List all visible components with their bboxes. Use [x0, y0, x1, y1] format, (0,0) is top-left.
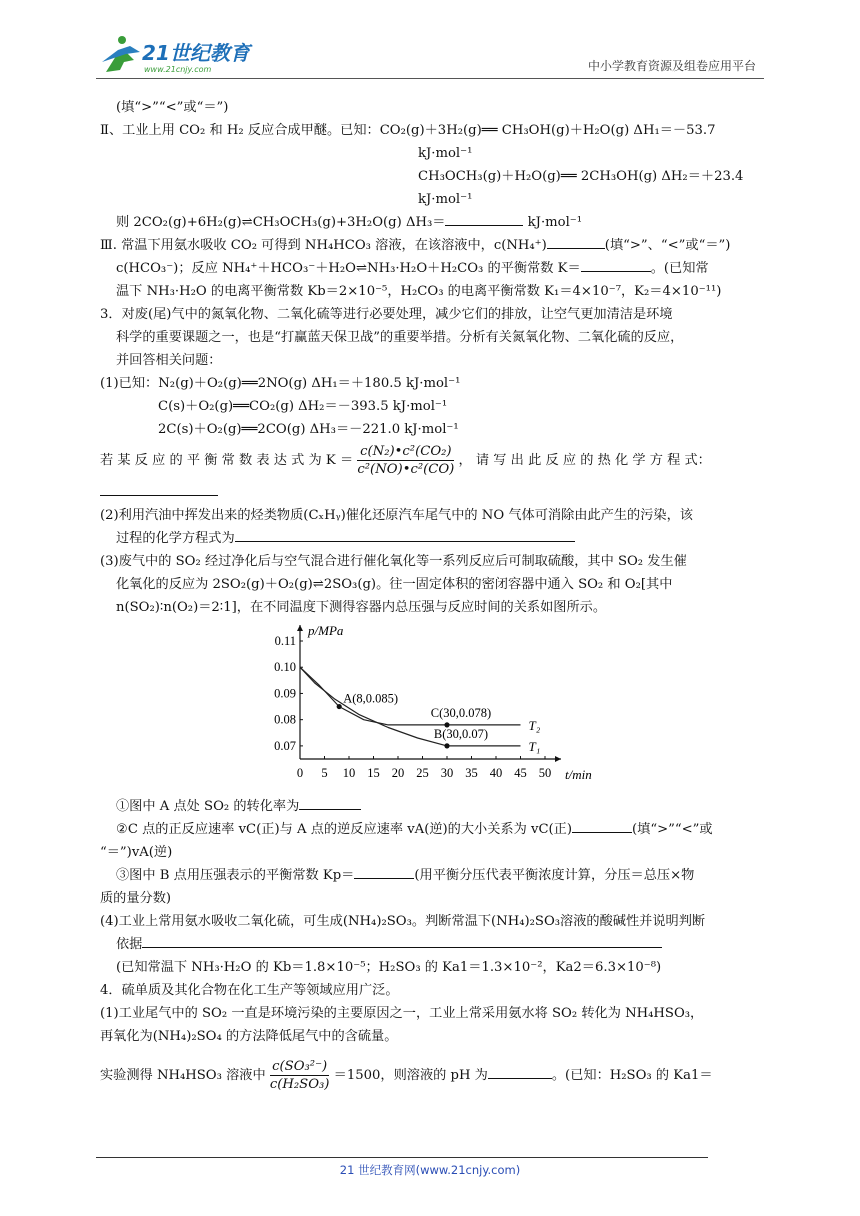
point-label: C(30,0.078) [430, 705, 492, 720]
answer-blank[interactable] [581, 257, 651, 272]
text-segment: 若 某 反 应 的 平 衡 常 数 表 达 式 为 K ＝ [100, 453, 354, 468]
series-label: T₂ [528, 717, 541, 733]
text-line [100, 864, 768, 887]
text-segment: ②C 点的正反应速率 vC(正)与 A 点的逆反应速率 vA(逆)的大小关系为 vC(正) [116, 822, 573, 837]
text-segment: kJ·mol⁻¹ [523, 215, 583, 230]
y-tick-label: 0.11 [274, 634, 296, 648]
y-axis-arrow [297, 625, 303, 631]
x-tick-label: 5 [321, 766, 328, 780]
text-line [100, 211, 768, 234]
platform-title: 中小学教育资源及组卷应用平台 [587, 59, 756, 73]
text-line [100, 818, 768, 841]
y-tick-label: 0.08 [274, 712, 296, 727]
text-segment: 则 2CO₂(g)+6H₂(g)⇌CH₃OCH₃(g)+3H₂O(g) ΔH₃＝ [116, 215, 446, 230]
text-line: 温下 NH₃·H₂O 的电离平衡常数 Kb＝2×10⁻⁵，H₂CO₃ 的电离平衡常数 K₁＝4×10⁻⁷，K₂＝4×10⁻¹¹) [116, 284, 722, 299]
data-point [444, 743, 449, 748]
text-line: CH₃OCH₃(g)＋H₂O(g)══ 2CH₃OH(g) ΔH₂＝＋23.4 [418, 169, 744, 184]
text-line: (4)工业上常用氨水吸收二氧化硫，可生成(NH₄)₂SO₃。判断常温下(NH₄)₂SO₃溶液的酸碱性并说明判断 [100, 914, 706, 929]
question-3: 3．对废(尾)气中的氮氧化物、二氧化硫等进行必要处理，减少它们的排放，让空气更加清洁是环境 [100, 307, 673, 322]
text-line: 2C(s)＋O₂(g)══2CO(g) ΔH₃＝－221.0 kJ·mol⁻¹ [158, 422, 459, 437]
fraction-denominator: c²(NO)•c²(CO) [357, 462, 455, 477]
text-segment: Ⅲ. 常温下用氨水吸收 CO₂ 可得到 NH₄HCO₃ 溶液，在该溶液中，c(NH₄⁺) [100, 238, 547, 253]
point-label: A(8,0.085) [343, 691, 399, 706]
site-logo [96, 32, 256, 76]
ratio-expression-line [100, 1054, 768, 1098]
x-axis-arrow [555, 756, 561, 762]
fraction-numerator: c(N₂)•c²(CO₂) [357, 443, 454, 461]
answer-blank[interactable] [445, 211, 523, 226]
answer-blank[interactable] [547, 234, 605, 249]
text-line: kJ·mol⁻¹ [418, 192, 473, 207]
y-tick-label: 0.07 [274, 738, 296, 753]
x-tick-label: 10 [342, 766, 356, 780]
answer-blank[interactable] [299, 795, 361, 810]
y-tick-label: 0.10 [274, 660, 296, 675]
text-segment: (用平衡分压代表平衡浓度计算，分压＝总压×物 [414, 868, 695, 883]
x-tick-label: 30 [440, 766, 454, 780]
text-line: (已知常温下 NH₃·H₂O 的 Kb＝1.8×10⁻⁵；H₂SO₃ 的 Ka1＝1.3×10⁻²，Ka2＝6.3×10⁻⁸) [116, 960, 662, 975]
text-line [100, 795, 768, 818]
text-segment: 实验测得 NH₄HSO₃ 溶液中 [100, 1068, 266, 1083]
text-segment: (填“>”、“<”或“＝”) [604, 238, 731, 253]
x-tick-label: 0 [296, 766, 304, 780]
equilibrium-expression-line [100, 441, 768, 481]
text-line [100, 234, 768, 257]
text-line: 化氧化的反应为 2SO₂(g)＋O₂(g)⇌2SO₃(g)。往一固定体积的密闭容器中通入 SO₂ 和 O₂[其中 [116, 577, 673, 592]
text-segment: ①图中 A 点处 SO₂ 的转化率为 [116, 799, 300, 814]
x-tick-label: 25 [416, 766, 429, 780]
text-segment: 依据 [116, 937, 143, 952]
x-axis-label: t/min [565, 767, 592, 782]
text-segment: ③图中 B 点用压强表示的平衡常数 Kp＝ [116, 868, 355, 883]
text-line: (1)已知：N₂(g)＋O₂(g)══2NO(g) ΔH₁＝＋180.5 kJ·mol⁻¹ [100, 376, 461, 391]
pressure-time-chart [100, 621, 768, 791]
logo-url: www.21cnjy.com [144, 65, 212, 74]
x-tick-label: 50 [538, 766, 552, 780]
text-line: 再氧化为(NH₄)₂SO₄ 的方法降低尾气中的含硫量。 [100, 1029, 398, 1044]
text-segment: 。(已知：H₂SO₃ 的 Ka1＝ [551, 1068, 713, 1083]
answer-blank[interactable] [572, 818, 632, 833]
text-line: (2)利用汽油中挥发出来的烃类物质(CₓHᵧ)催化还原汽车尾气中的 NO 气体可消除由此产生的污染，该 [100, 508, 693, 523]
text-line: 质的量分数) [100, 891, 172, 906]
text-segment: 。(已知常 [650, 261, 709, 276]
text-line: 科学的重要课题之一，也是“打赢蓝天保卫战”的重要举措。分析有关氮氧化物、二氧化硫的反应， [116, 330, 684, 345]
text-segment: 过程的化学方程式为 [116, 531, 235, 546]
data-point [337, 704, 342, 709]
answer-blank[interactable] [354, 864, 414, 879]
point-label: B(30,0.07) [433, 726, 489, 741]
text-line [100, 257, 768, 280]
text-line: (3)废气中的 SO₂ 经过净化后与空气混合进行催化氧化等一系列反应后可制取硫酸，其中 SO₂ 发生催 [100, 554, 687, 569]
answer-blank[interactable] [235, 527, 575, 542]
x-tick-label: 45 [514, 766, 527, 780]
x-tick-label: 35 [465, 766, 478, 780]
text-line: 并回答相关问题： [116, 353, 222, 368]
x-tick-label: 40 [489, 766, 503, 780]
x-tick-label: 15 [367, 766, 380, 780]
x-tick-label: 20 [391, 766, 405, 780]
page-header [96, 32, 764, 79]
fraction-numerator: c(SO₃²⁻) [270, 1058, 330, 1076]
logo-text: 21世纪教育 [142, 41, 250, 65]
text-line [100, 481, 768, 504]
text-line: (填“>”“<”或“＝”) [116, 100, 229, 115]
y-tick-label: 0.09 [274, 686, 296, 701]
answer-blank[interactable] [100, 481, 218, 496]
text-segment: ＝1500，则溶液的 pH 为 [333, 1068, 488, 1083]
question-4: 4．硫单质及其化合物在化工生产等领域应用广泛。 [100, 983, 399, 998]
text-segment: ， 请 写 出 此 反 应 的 热 化 学 方 程 式： [458, 453, 711, 468]
text-line: “＝”)vA(逆) [100, 845, 173, 860]
y-axis-label: p/MPa [308, 623, 344, 638]
equilibrium-fraction [357, 443, 454, 478]
text-line [100, 527, 768, 550]
chart-svg [260, 621, 600, 787]
fraction-denominator: c(H₂SO₃) [269, 1077, 330, 1092]
text-segment: c(HCO₃⁻)；反应 NH₄⁺＋HCO₃⁻＋H₂O⇌NH₃·H₂O＋H₂CO₃ 的平衡常数 K＝ [116, 261, 581, 276]
text-line: n(SO₂)∶n(O₂)＝2∶1]，在不同温度下测得容器内总压强与反应时间的关系如图所示。 [116, 600, 607, 615]
series-label: T₁ [528, 738, 541, 754]
page-footer[interactable]: 21 世纪教育网(www.21cnjy.com) [339, 1163, 521, 1177]
ratio-fraction [270, 1058, 330, 1093]
answer-blank[interactable] [142, 933, 662, 948]
text-line: kJ·mol⁻¹ [418, 146, 473, 161]
text-segment: (填“>”“<”或 [632, 822, 713, 837]
footer-divider [96, 1157, 708, 1158]
document-body [100, 96, 768, 1098]
answer-blank[interactable] [488, 1064, 552, 1079]
text-line [100, 933, 768, 956]
text-line: (1)工业尾气中的 SO₂ 一直是环境污染的主要原因之一，工业上常采用氨水将 SO₂ 转化为 NH₄HSO₃， [100, 1006, 704, 1021]
text-line: Ⅱ、工业上用 CO₂ 和 H₂ 反应合成甲醚。已知：CO₂(g)＋3H₂(g)══ CH₃OH(g)＋H₂O(g) ΔH₁＝－53.7 [100, 123, 716, 138]
text-line: C(s)＋O₂(g)══CO₂(g) ΔH₂＝－393.5 kJ·mol⁻¹ [158, 399, 448, 414]
